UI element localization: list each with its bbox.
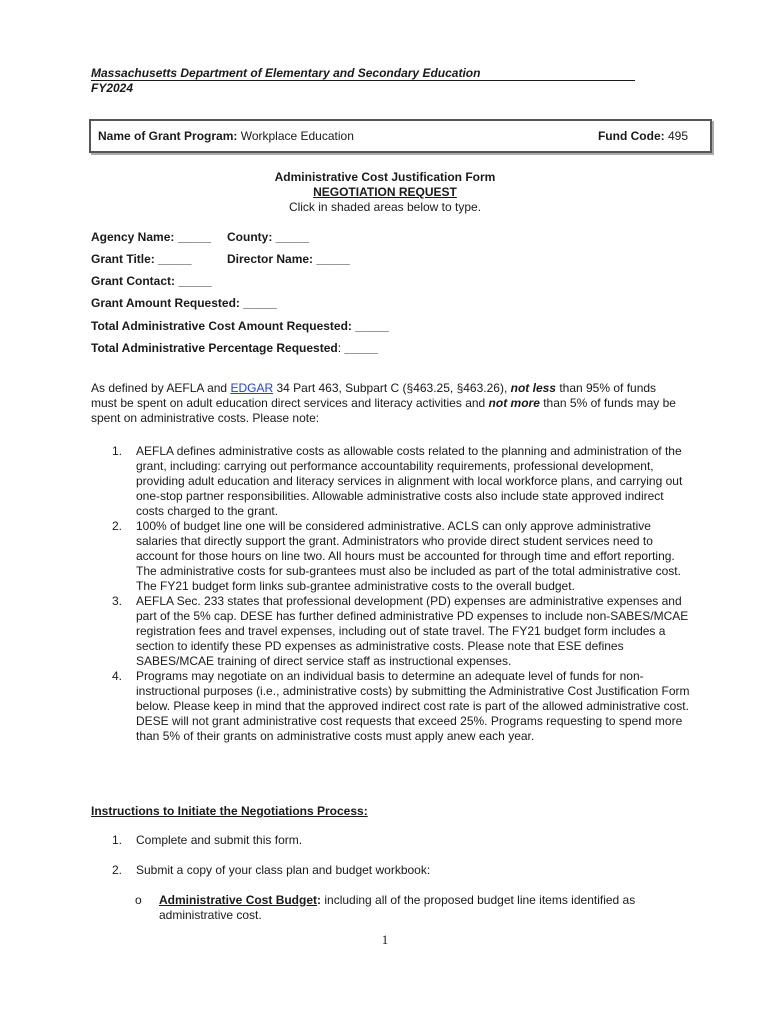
list-item: 2. 100% of budget line one will be considered administrative. ACLS can only approve administrative salaries that directly support the grant. Administrators who provide direct student services need to account for those hours on line two. All hours must be accounted for through time and effort reporting. The administrative costs for sub-grantees must also be included as part of the total administrative cost. The FY21 budget form links sub-grantee administrative costs to the overall budget. [112,519,681,593]
department-name: Massachusetts Department of Elementary and Secondary Education [91,66,635,81]
agency-name-field [91,230,211,244]
total-admin-cost-field [91,319,389,333]
grant-amount-input[interactable]: _____ [243,296,277,310]
instruction-step-1: 1. Complete and submit this form. [112,833,303,847]
grant-amount-field [91,296,277,310]
fund-code-value[interactable]: 495 [667,129,688,143]
list-item: 1. AEFLA defines administrative costs as allowable costs related to the planning and administration of the grant, including: carrying out performance accountability requirements, professional development, providing adult education and literacy services in alignment with local workforce plans, and carrying out one-stop partner responsibilities. Allowable administrative costs also include state approved indirect costs charged to the grant. [112,444,683,518]
bullet-marker: o [135,893,142,907]
intro-text-3: than 95% of funds must be spent on adult education direct services and literacy activities and [91,381,657,410]
instruction-step-2: 2. Submit a copy of your class plan and budget workbook: [112,863,431,877]
intro-text-1: As defined by AEFLA and [91,381,231,395]
grant-program-box [89,119,712,153]
director-name-input[interactable]: _____ [316,252,350,266]
fund-code [598,129,688,143]
note-text: Programs may negotiate on an individual basis to determine an adequate level of funds for non-instructional purposes (i.e., administrative costs) by submitting the Administrative Cost Justification Form below. Please keep in mind that the approved indirect cost rate is part of the allowed administrative cost. DESE will not grant administrative cost requests that exceed 25%. Programs requesting to spend more than 5% of their grants on administrative costs must apply anew each year. [136,669,690,743]
grant-program-value[interactable]: Workplace Education [240,129,354,143]
page-number: 1 [381,932,389,947]
total-admin-pct-label: Total Administrative Percentage Requested [91,341,338,355]
total-admin-pct-input[interactable]: _____ [344,341,378,355]
grant-title-field [91,252,192,266]
fiscal-year: FY2024 [91,81,134,95]
list-item: 4. Programs may negotiate on an individual basis to determine an adequate level of funds for non-instructional purposes (i.e., administrative costs) by submitting the Administrative Cost Justification Form below. Please keep in mind that the approved indirect cost rate is part of the allowed administrative cost. DESE will not grant administrative cost requests that exceed 25%. Programs requesting to spend more than 5% of their grants on administrative costs must apply anew each year. [112,669,690,743]
total-admin-cost-input[interactable]: _____ [355,319,389,333]
admin-cost-budget-title: Administrative Cost Budget [159,893,318,907]
intro-paragraph [91,381,681,426]
edgar-link[interactable]: EDGAR [230,381,274,395]
grant-program-label: Name of Grant Program: [98,129,238,143]
grant-contact-label: Grant Contact: [91,274,175,288]
form-instruction: Click in shaded areas below to type. [288,200,482,214]
document-header [91,66,635,95]
county-label: County: [227,230,273,244]
director-name-label: Director Name: [227,252,314,266]
fund-code-label: Fund Code: [597,129,665,143]
grant-amount-label: Grant Amount Requested: [91,296,240,310]
grant-contact-input[interactable]: _____ [178,274,212,288]
note-text: AEFLA defines administrative costs as allowable costs related to the planning and administration of the grant, including: carrying out performance accountability requirements, professional development, providing adult education and literacy services in alignment with local workforce plans, and carrying out one-stop partner responsibilities. Allowable administrative costs also include state approved indirect costs charged to the grant. [136,444,683,518]
form-title: Administrative Cost Justification Form [274,170,496,184]
notes-list [91,444,691,744]
total-admin-cost-label: Total Administrative Cost Amount Requested: [91,319,352,333]
note-text: AEFLA Sec. 233 states that professional development (PD) expenses are administrative expenses and part of the 5% cap. DESE has further defined administrative PD expenses to include non-SABES/MCAE registration fees and travel expenses, including out of state travel. The FY21 budget form includes a section to identify these PD expenses as administrative costs. Please note that ESE defines SABES/MCAE training of direct service staff as instructional expenses. [136,594,689,668]
list-item: 3. AEFLA Sec. 233 states that professional development (PD) expenses are administrative expenses and part of the 5% cap. DESE has further defined administrative PD expenses to include non-SABES/MCAE registration fees and travel expenses, including out of state travel. The FY21 budget form includes a section to identify these PD expenses as administrative costs. Please note that ESE defines SABES/MCAE training of direct service staff as instructional expenses. [112,594,689,668]
grant-contact-field [91,274,212,288]
agency-name-input[interactable]: _____ [177,230,212,244]
intro-text-2: 34 Part 463, Subpart C (§463.25, §463.26), [273,381,511,395]
total-admin-pct-field: Total Administrative Percentage Requested: _____ [91,341,378,355]
note-text: 100% of budget line one will be considered administrative. ACLS can only approve administrative salaries that directly support the grant. Administrators who provide direct student services need to account for those hours on line two. All hours must be accounted for through time and effort reporting. The administrative costs for sub-grantees must also be included as part of the total administrative cost. The FY21 budget form links sub-grantee administrative costs to the overall budget. [136,519,681,593]
form-subtitle [0,185,770,200]
not-less-emphasis: not less [510,381,556,395]
instructions-heading: Instructions to Initiate the Negotiations Process: [91,804,368,818]
agency-name-label: Agency Name: [91,230,175,244]
county-field [227,230,309,244]
form-subtitle-text: NEGOTIATION REQUEST [313,185,457,199]
sub-bullet-admin-cost-budget: o Administrative Cost Budget: including all of the proposed budget line items identified as administrative cost. [135,893,636,922]
grant-title-label: Grant Title: [91,252,155,266]
grant-title-input[interactable]: _____ [158,252,192,266]
director-name-field [227,252,350,266]
county-input[interactable]: _____ [275,230,310,244]
intro-text-4: than 5% of funds may be spent on administrative costs. Please note: [91,396,676,425]
grant-program [98,129,354,143]
not-more-emphasis: not more [488,396,540,410]
